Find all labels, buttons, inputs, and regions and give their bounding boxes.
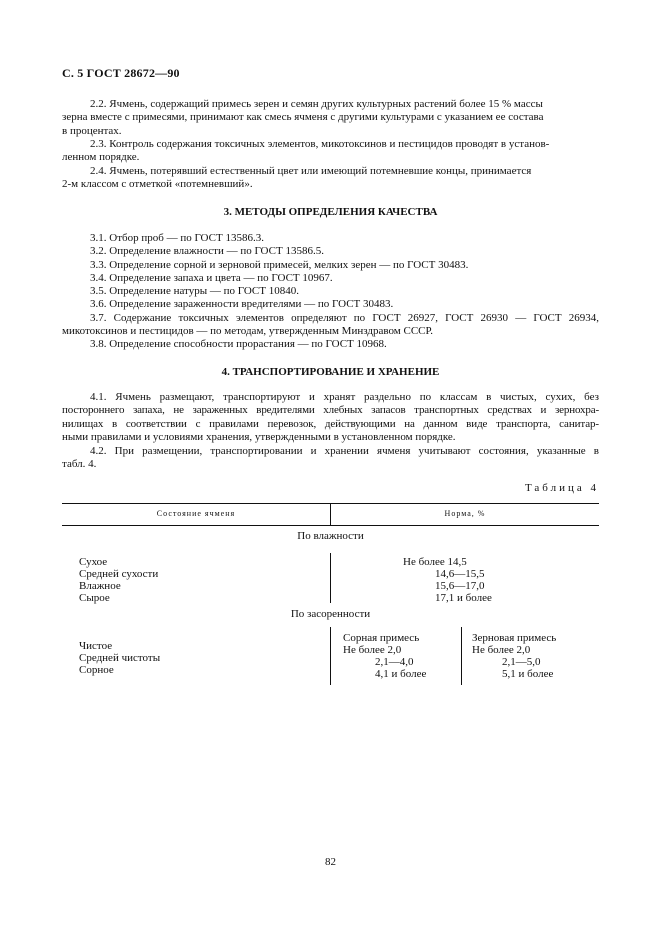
text-line: нилищах в соответствии с правилами перевозок, действующими на данном виде транспорта, санитар- (62, 417, 599, 430)
section-3-list (62, 232, 599, 352)
text-line: постороннего запаха, не зараженных вредителями хлебных запасов транспортных средствах и зернохра- (62, 404, 599, 417)
text-line: ленном порядке. (62, 151, 140, 164)
section-3-title: 3. МЕТОДЫ ОПРЕДЕЛЕНИЯ КАЧЕСТВА (223, 206, 438, 218)
text-line: 2-м классом с отметкой «потемневший». (62, 178, 253, 191)
list-item: 3.5. Определение натуры — по ГОСТ 10840. (90, 285, 299, 298)
text-line: 2.3. Контроль содержания токсичных элементов, микотоксинов и пестицидов проводят в установ- (90, 138, 550, 150)
table-header-divider (330, 503, 331, 525)
paragraph-2-2 (62, 98, 599, 138)
table-cell-state: Сырое (79, 592, 110, 604)
table-cell-grain: Не более 2,0 (472, 644, 531, 656)
page-header: С. 5 ГОСТ 28672—90 (62, 66, 180, 80)
table-cell-grain: 2,1—5,0 (502, 656, 541, 668)
table-cell-state: Чистое (79, 640, 113, 652)
section-4-title: 4. ТРАНСПОРТИРОВАНИЕ И ХРАНЕНИЕ (221, 366, 440, 378)
group-title-impurity: По засоренности (290, 608, 371, 620)
text-line: зерна вместе с примесями, принимают как смесь ячменя с другими культурами с указанием ее состава (62, 111, 544, 124)
table-divider-impurity (330, 627, 331, 685)
paragraph-2-4 (62, 165, 599, 192)
table-cell-state: Сорное (79, 664, 114, 676)
table-cell-weed: Не более 2,0 (343, 644, 402, 656)
table-divider-subcolumns (461, 627, 462, 685)
table-cell-state: Влажное (79, 580, 121, 592)
list-item: 3.2. Определение влажности — по ГОСТ 13586.5. (90, 245, 324, 258)
table-cell-state: Средней сухости (79, 568, 159, 580)
paragraph-2-3 (62, 138, 599, 165)
table-cell-grain: 5,1 и более (502, 668, 554, 680)
table-cell-state: Средней чистоты (79, 652, 161, 664)
list-item: 3.4. Определение запаха и цвета — по ГОСТ 10967. (90, 271, 333, 284)
table-subheader-weed: Сорная примесь (343, 632, 420, 644)
table-cell-norm: 17,1 и более (435, 592, 492, 604)
text-line: ными правилами и условиями хранения, утвержденными в установленном порядке. (62, 430, 456, 443)
list-item: 3.8. Определение способности прорастания — по ГОСТ 10968. (90, 338, 387, 351)
table-divider-moisture (330, 553, 331, 603)
table-header-rule (62, 525, 599, 526)
page-number: 82 (325, 856, 336, 868)
list-item: 3.7. Содержание токсичных элементов определяют по ГОСТ 26927, ГОСТ 26930 — ГОСТ 26934, (90, 311, 599, 324)
table-header-norm: Норма, % (444, 509, 486, 518)
list-item: 3.1. Отбор проб — по ГОСТ 13586.3. (90, 232, 264, 244)
text-line: табл. 4. (62, 458, 97, 471)
text-line: 4.1. Ячмень размещают, транспортируют и хранят раздельно по классам в чистых, сухих, без (90, 391, 599, 403)
table-cell-norm: 14,6—15,5 (435, 568, 485, 580)
table-subheader-grain: Зерновая примесь (472, 632, 557, 644)
list-item: 3.6. Определение зараженности вредителями — по ГОСТ 30483. (90, 298, 394, 311)
table-cell-weed: 4,1 и более (375, 668, 427, 680)
table-cell-norm: Не более 14,5 (403, 556, 467, 568)
table-caption: Таблица 4 (524, 482, 599, 494)
group-title-moisture: По влажности (297, 530, 364, 542)
table-cell-state: Сухое (79, 556, 108, 568)
table-header-state: Состояние ячменя (156, 509, 236, 518)
table-cell-norm: 15,6—17,0 (435, 580, 485, 592)
text-line: в процентах. (62, 124, 122, 137)
paragraph-4-1 (62, 391, 599, 444)
text-line: 2.4. Ячмень, потерявший естественный цвет или имеющий потемневшие концы, принимается (90, 165, 532, 177)
text-line: 2.2. Ячмень, содержащий примесь зерен и семян других культурных растений более 15 % массы (90, 98, 543, 110)
list-item: микотоксинов и пестицидов — по методам, утвержденным Минздравом СССР. (62, 325, 433, 338)
table-cell-weed: 2,1—4,0 (375, 656, 414, 668)
paragraph-4-2 (62, 445, 599, 472)
text-line: 4.2. При размещении, транспортировании и хранении ячменя учитывают состояния, указанные в (90, 445, 599, 457)
list-item: 3.3. Определение сорной и зерновой примесей, мелких зерен — по ГОСТ 30483. (90, 258, 469, 271)
